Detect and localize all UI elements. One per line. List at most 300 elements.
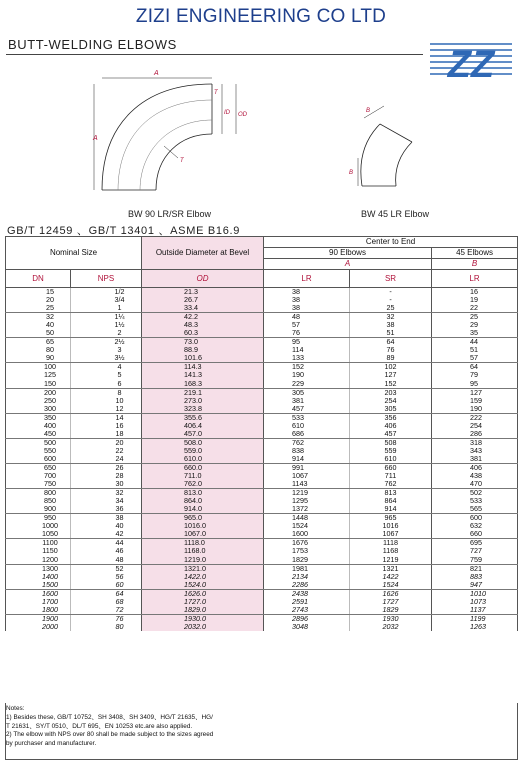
cell-lr: 991	[292, 462, 305, 472]
cell-lr: 38	[292, 287, 301, 296]
cell-dn: 1000	[6, 522, 71, 530]
cell-od: 2032.0	[142, 623, 264, 631]
cell-sr: -	[350, 296, 432, 304]
cell-od: 1930.0	[142, 614, 264, 623]
cell-od: 1321.0	[142, 564, 264, 573]
cell-sr: 32	[350, 313, 432, 322]
table-row	[6, 405, 518, 414]
cell-lr45: 159	[432, 397, 518, 405]
cell-od: 273.0	[142, 397, 264, 405]
cell-od: 914.0	[142, 505, 264, 514]
cell-nps: 64	[71, 589, 142, 598]
cell-sr: 102	[350, 363, 432, 372]
cell-lr45: 1199	[432, 614, 518, 623]
cell-lr45: 19	[432, 296, 518, 304]
header-45-elbows: 45 Elbows	[432, 248, 518, 259]
cell-sr: 1829	[350, 606, 432, 615]
cell-dn: 15	[6, 288, 71, 297]
cell-nps: 34	[71, 497, 142, 505]
cell-nps: 22	[71, 447, 142, 455]
cell-sr: 864	[350, 497, 432, 505]
cell-dn: 1400	[6, 573, 71, 581]
cell-lr: 2591	[292, 596, 309, 606]
cell-lr45: 502	[432, 489, 518, 498]
cell-lr45: 727	[432, 547, 518, 555]
table-row	[6, 573, 518, 581]
cell-dn: 550	[6, 447, 71, 455]
cell-sr: 508	[350, 438, 432, 447]
cell-lr45: 51	[432, 346, 518, 354]
cell-nps: 16	[71, 422, 142, 430]
elbow-dimension-table	[5, 236, 518, 631]
cell-lr: 1753	[292, 546, 309, 556]
table-row	[6, 313, 518, 322]
cell-lr: 38	[292, 295, 301, 305]
cell-dn: 1100	[6, 539, 71, 548]
table-row	[6, 581, 518, 590]
cell-dn: 40	[6, 321, 71, 329]
cell-lr45: 29	[432, 321, 518, 329]
cell-nps: 68	[71, 598, 142, 606]
cell-dn: 800	[6, 489, 71, 498]
header-lr-45: LR	[432, 270, 518, 288]
cell-nps: 42	[71, 530, 142, 539]
cell-od: 60.3	[142, 329, 264, 338]
table-row	[6, 430, 518, 439]
header-nominal-size: Nominal Size	[6, 237, 142, 270]
cell-nps: 12	[71, 405, 142, 414]
cell-dn: 1600	[6, 589, 71, 598]
cell-lr: 2896	[292, 613, 309, 623]
elbow-90-caption: BW 90 LR/SR Elbow	[128, 209, 212, 219]
cell-sr: 127	[350, 371, 432, 379]
cell-nps: 56	[71, 573, 142, 581]
table-row	[6, 598, 518, 606]
cell-sr: 660	[350, 463, 432, 472]
cell-od: 1524.0	[142, 581, 264, 590]
cell-sr: 51	[350, 329, 432, 338]
cell-od: 1168.0	[142, 547, 264, 555]
cell-dn: 300	[6, 405, 71, 414]
cell-sr: 305	[350, 405, 432, 414]
cell-lr45: 1073	[432, 598, 518, 606]
cell-dn: 1050	[6, 530, 71, 539]
cell-lr: 190	[292, 370, 305, 380]
cell-lr45: 695	[432, 539, 518, 548]
cell-lr: 1067	[292, 471, 309, 481]
table-row	[6, 514, 518, 523]
cell-dn: 125	[6, 371, 71, 379]
cell-dn: 250	[6, 397, 71, 405]
cell-od: 406.4	[142, 422, 264, 430]
cell-sr: 1118	[350, 539, 432, 548]
cell-dn: 80	[6, 346, 71, 354]
cell-nps: 30	[71, 480, 142, 489]
cell-nps: 1½	[71, 321, 142, 329]
company-name: ZIZI ENGINEERING CO LTD	[135, 6, 387, 27]
cell-sr: 1727	[350, 598, 432, 606]
cell-nps: 76	[71, 614, 142, 623]
cell-dn: 1300	[6, 564, 71, 573]
cell-nps: 80	[71, 623, 142, 631]
header-dn: DN	[6, 270, 71, 288]
cell-nps: 5	[71, 371, 142, 379]
cell-dn: 90	[6, 354, 71, 363]
dim-b-top: B	[366, 108, 371, 114]
cell-nps: 18	[71, 430, 142, 439]
cell-sr: 89	[350, 354, 432, 363]
note-2-line-1: 2) The elbow with NPS over 80 shall be made subject to the sizes agreed	[6, 731, 214, 739]
elbow-90-drawing	[94, 64, 274, 204]
cell-sr: 762	[350, 480, 432, 489]
table-row	[6, 547, 518, 555]
cell-sr: 2032	[350, 623, 432, 631]
table-row	[6, 329, 518, 338]
cell-lr45: 438	[432, 472, 518, 480]
cell-nps: 38	[71, 514, 142, 523]
cell-nps: 8	[71, 388, 142, 397]
cell-nps: 3½	[71, 354, 142, 363]
cell-lr45: 44	[432, 338, 518, 347]
cell-lr: 914	[264, 455, 350, 464]
cell-dn: 20	[6, 296, 71, 304]
header-center-to-end: Center to End	[264, 237, 518, 248]
table-row	[6, 397, 518, 405]
note-2-line-2: by purchaser and manufacturer.	[6, 740, 97, 748]
notes-title: Notes:	[6, 705, 25, 712]
table-row	[6, 363, 518, 372]
cell-od: 21.3	[142, 288, 264, 297]
dim-a-side: A	[93, 135, 98, 142]
cell-lr: 38	[264, 304, 350, 313]
cell-dn: 950	[6, 514, 71, 523]
table-row	[6, 380, 518, 389]
cell-od: 813.0	[142, 489, 264, 498]
cell-lr: 533	[292, 412, 305, 422]
cell-sr: 559	[350, 447, 432, 455]
cell-lr45: 343	[432, 447, 518, 455]
cell-sr: 76	[350, 346, 432, 354]
table-row	[6, 455, 518, 464]
cell-lr45: 25	[432, 313, 518, 322]
cell-dn: 600	[6, 455, 71, 464]
table-row	[6, 522, 518, 530]
cell-lr: 152	[292, 362, 305, 372]
cell-sr: -	[350, 288, 432, 297]
cell-lr: 1981	[292, 563, 309, 573]
cell-od: 1422.0	[142, 573, 264, 581]
cell-od: 219.1	[142, 388, 264, 397]
table-row	[6, 564, 518, 573]
cell-dn: 1700	[6, 598, 71, 606]
cell-lr: 57	[292, 320, 301, 330]
cell-dn: 100	[6, 363, 71, 372]
cell-lr: 3048	[292, 621, 309, 631]
header-od: Outside Diameter at Bevel	[142, 237, 264, 270]
cell-dn: 700	[6, 472, 71, 480]
dim-t-wall: T	[180, 158, 184, 164]
cell-lr45: 565	[432, 505, 518, 514]
table-row	[6, 288, 518, 297]
cell-od: 168.3	[142, 380, 264, 389]
cell-lr45: 600	[432, 514, 518, 523]
cell-od: 559.0	[142, 447, 264, 455]
cell-nps: 46	[71, 547, 142, 555]
table-row	[6, 304, 518, 313]
cell-nps: 44	[71, 539, 142, 548]
elbow-45-drawing	[340, 98, 450, 198]
cell-sr: 1321	[350, 564, 432, 573]
cell-lr45: 127	[432, 388, 518, 397]
table-row	[6, 321, 518, 329]
cell-lr: 838	[292, 445, 305, 455]
cell-lr: 610	[292, 420, 305, 430]
note-1-line-2: T 21631、SY/T 0510、DL/T 695、EN 10253 etc.are also applied.	[6, 722, 193, 730]
elbow-45-caption: BW 45 LR Elbow	[361, 209, 430, 219]
cell-lr45: 947	[432, 581, 518, 590]
cell-lr45: 406	[432, 463, 518, 472]
cell-lr45: 470	[432, 480, 518, 489]
cell-lr: 1219	[292, 488, 309, 498]
table-row	[6, 556, 518, 565]
cell-od: 48.3	[142, 321, 264, 329]
cell-lr45: 222	[432, 413, 518, 422]
cell-dn: 25	[6, 304, 71, 313]
cell-lr: 76	[264, 329, 350, 338]
cell-nps: 24	[71, 455, 142, 464]
cell-lr: 133	[264, 354, 350, 363]
cell-dn: 1900	[6, 614, 71, 623]
cell-dn: 350	[6, 413, 71, 422]
cell-od: 508.0	[142, 438, 264, 447]
cell-od: 1829.0	[142, 606, 264, 615]
cell-dn: 1500	[6, 581, 71, 590]
cell-sr: 203	[350, 388, 432, 397]
header-90-elbows: 90 Elbows	[264, 248, 432, 259]
cell-lr45: 22	[432, 304, 518, 313]
cell-od: 141.3	[142, 371, 264, 379]
cell-od: 1727.0	[142, 598, 264, 606]
header-nps: NPS	[71, 270, 142, 288]
cell-lr: 2743	[264, 606, 350, 615]
cell-dn: 400	[6, 422, 71, 430]
cell-lr45: 883	[432, 573, 518, 581]
cell-lr45: 318	[432, 438, 518, 447]
cell-lr45: 821	[432, 564, 518, 573]
header-lr: LR	[264, 270, 350, 288]
cell-sr: 1524	[350, 581, 432, 590]
cell-lr45: 254	[432, 422, 518, 430]
cell-lr: 1448	[292, 513, 309, 523]
dim-b-side: B	[349, 170, 354, 176]
cell-od: 323.8	[142, 405, 264, 414]
cell-lr45: 632	[432, 522, 518, 530]
cell-lr45: 381	[432, 455, 518, 464]
table-row	[6, 480, 518, 489]
cell-sr: 356	[350, 413, 432, 422]
table-row	[6, 346, 518, 354]
table-row	[6, 539, 518, 548]
cell-dn: 32	[6, 313, 71, 322]
cell-lr: 1829	[264, 556, 350, 565]
cell-nps: 6	[71, 380, 142, 389]
cell-od: 88.9	[142, 346, 264, 354]
cell-lr: 381	[292, 395, 305, 405]
cell-od: 1219.0	[142, 556, 264, 565]
cell-dn: 500	[6, 438, 71, 447]
cell-lr45: 57	[432, 354, 518, 363]
table-row	[6, 338, 518, 347]
document-title: BUTT-WELDING ELBOWS	[8, 37, 177, 52]
cell-sr: 610	[350, 455, 432, 464]
cell-nps: 4	[71, 363, 142, 372]
table-row	[6, 438, 518, 447]
cell-lr45: 95	[432, 380, 518, 389]
table-row	[6, 422, 518, 430]
cell-lr45: 35	[432, 329, 518, 338]
cell-lr45: 286	[432, 430, 518, 439]
table-row	[6, 623, 518, 631]
cell-sr: 1067	[350, 530, 432, 539]
table-row	[6, 489, 518, 498]
cell-od: 1626.0	[142, 589, 264, 598]
cell-lr45: 190	[432, 405, 518, 414]
table-row	[6, 497, 518, 505]
cell-sr: 38	[350, 321, 432, 329]
header-od-short: OD	[142, 270, 264, 288]
cell-sr: 914	[350, 505, 432, 514]
cell-nps: 10	[71, 397, 142, 405]
cell-nps: 48	[71, 556, 142, 565]
cell-od: 73.0	[142, 338, 264, 347]
table-row	[6, 413, 518, 422]
cell-nps: 1/2	[71, 288, 142, 297]
dim-t: T	[214, 90, 218, 96]
cell-nps: 60	[71, 581, 142, 590]
title-divider	[6, 54, 423, 55]
cell-dn: 1200	[6, 556, 71, 565]
cell-sr: 1219	[350, 556, 432, 565]
note-1-line-1: 1) Besides these, GB/T 10752、SH 3408、SH 3409、HG/T 21635、HG/	[6, 713, 213, 721]
table-body	[6, 288, 518, 631]
cell-sr: 25	[350, 304, 432, 313]
cell-lr45: 1137	[432, 606, 518, 615]
cell-sr: 457	[350, 430, 432, 439]
cell-nps: 3/4	[71, 296, 142, 304]
dim-od: OD	[238, 112, 247, 118]
cell-sr: 1626	[350, 589, 432, 598]
cell-sr: 1422	[350, 573, 432, 581]
cell-sr: 1016	[350, 522, 432, 530]
cell-lr: 686	[264, 430, 350, 439]
cell-lr: 1295	[292, 496, 309, 506]
table-row	[6, 530, 518, 539]
header-a: A	[264, 259, 432, 270]
cell-sr: 813	[350, 489, 432, 498]
cell-nps: 72	[71, 606, 142, 615]
cell-sr: 711	[350, 472, 432, 480]
cell-nps: 2	[71, 329, 142, 338]
cell-nps: 2½	[71, 338, 142, 347]
cell-nps: 26	[71, 463, 142, 472]
cell-od: 101.6	[142, 354, 264, 363]
cell-nps: 14	[71, 413, 142, 422]
cell-sr: 152	[350, 380, 432, 389]
table-row	[6, 463, 518, 472]
cell-lr45: 16	[432, 288, 518, 297]
cell-nps: 3	[71, 346, 142, 354]
logo-lettermark: ZZ	[447, 44, 495, 86]
cell-od: 1016.0	[142, 522, 264, 530]
cell-lr: 1524	[292, 521, 309, 531]
cell-dn: 150	[6, 380, 71, 389]
cell-nps: 1	[71, 304, 142, 313]
cell-od: 1067.0	[142, 530, 264, 539]
header-sr: SR	[350, 270, 432, 288]
cell-lr: 2438	[292, 588, 309, 598]
cell-dn: 900	[6, 505, 71, 514]
notes	[6, 705, 518, 749]
cell-lr: 114	[292, 345, 304, 355]
cell-od: 711.0	[142, 472, 264, 480]
cell-dn: 1150	[6, 547, 71, 555]
cell-od: 610.0	[142, 455, 264, 464]
cell-nps: 1¼	[71, 313, 142, 322]
cell-lr45: 759	[432, 556, 518, 565]
cell-lr: 305	[292, 387, 305, 397]
cell-od: 355.6	[142, 413, 264, 422]
cell-dn: 65	[6, 338, 71, 347]
cell-lr: 1143	[264, 480, 350, 489]
cell-dn: 850	[6, 497, 71, 505]
cell-od: 965.0	[142, 514, 264, 523]
table-row	[6, 589, 518, 598]
cell-nps: 32	[71, 489, 142, 498]
cell-lr: 229	[264, 380, 350, 389]
cell-sr: 965	[350, 514, 432, 523]
header-b: B	[432, 259, 518, 270]
cell-lr: 48	[292, 312, 301, 322]
cell-lr45: 660	[432, 530, 518, 539]
cell-lr45: 533	[432, 497, 518, 505]
company-logo	[430, 34, 512, 84]
cell-dn: 750	[6, 480, 71, 489]
cell-nps: 36	[71, 505, 142, 514]
cell-nps: 40	[71, 522, 142, 530]
cell-lr45: 64	[432, 363, 518, 372]
cell-lr45: 1010	[432, 589, 518, 598]
table-row	[6, 606, 518, 615]
cell-dn: 50	[6, 329, 71, 338]
table-row	[6, 371, 518, 379]
cell-nps: 28	[71, 472, 142, 480]
cell-od: 33.4	[142, 304, 264, 313]
cell-lr: 1372	[264, 505, 350, 514]
cell-sr: 254	[350, 397, 432, 405]
table-row	[6, 296, 518, 304]
cell-sr: 406	[350, 422, 432, 430]
table-row	[6, 447, 518, 455]
cell-od: 1118.0	[142, 539, 264, 548]
cell-lr: 2286	[264, 581, 350, 590]
cell-od: 660.0	[142, 463, 264, 472]
cell-nps: 52	[71, 564, 142, 573]
cell-sr: 1930	[350, 614, 432, 623]
cell-dn: 200	[6, 388, 71, 397]
table-row	[6, 505, 518, 514]
cell-nps: 20	[71, 438, 142, 447]
table-row	[6, 354, 518, 363]
